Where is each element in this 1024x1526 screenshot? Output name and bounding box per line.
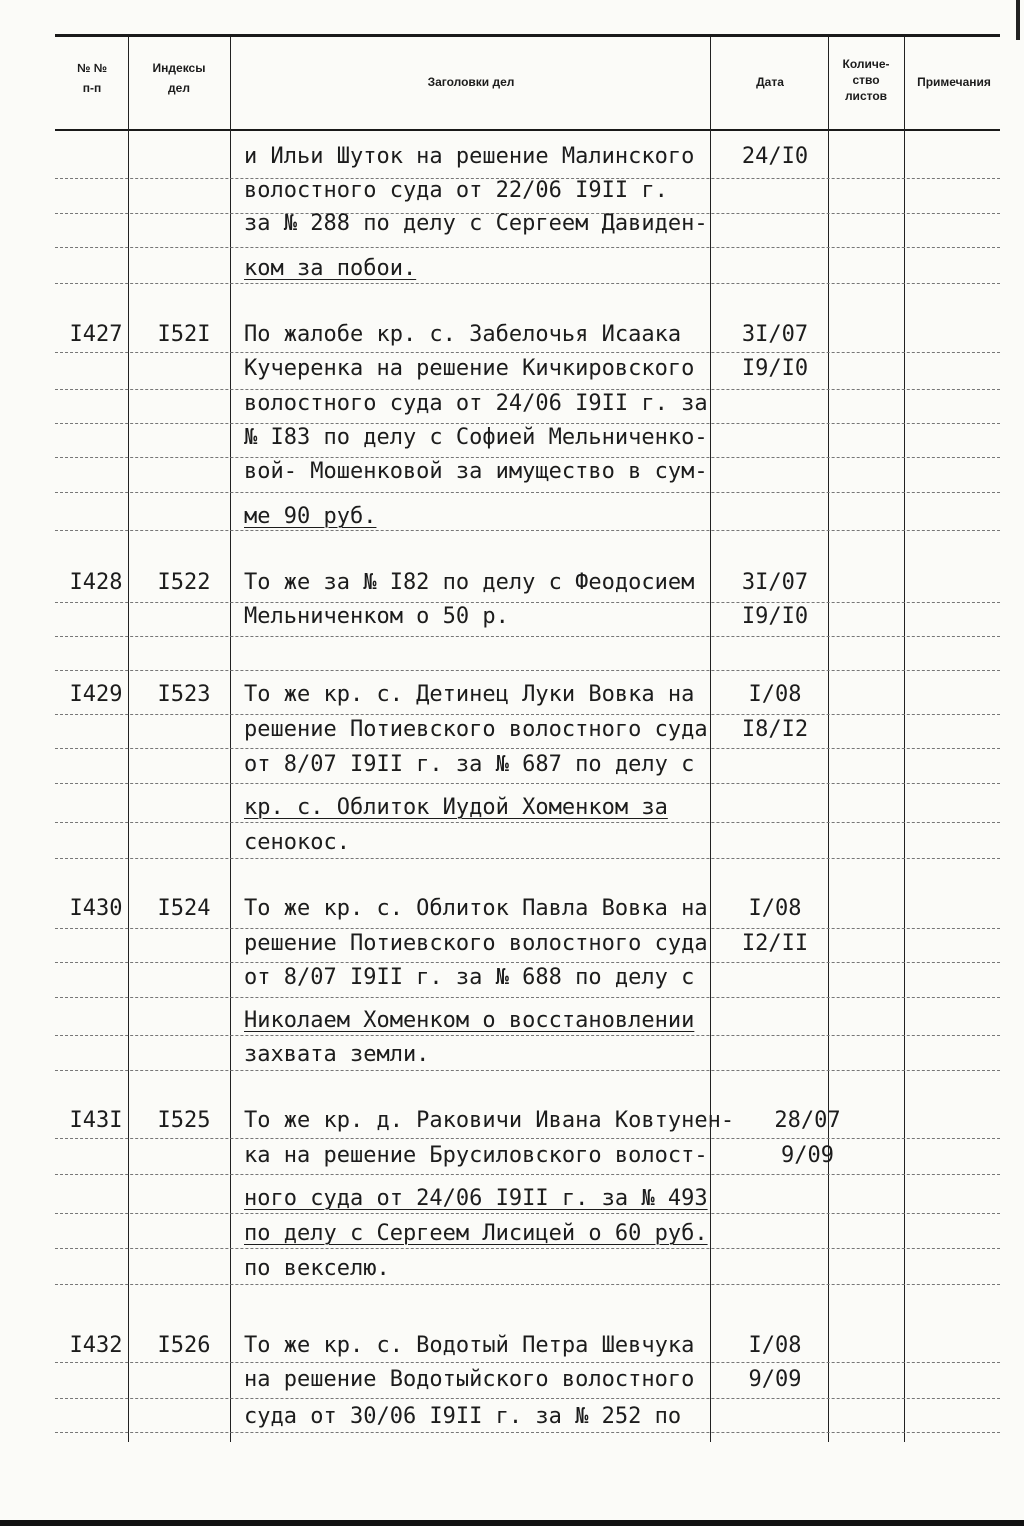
case-title-line: То же кр. д. Раковичи Ивана Ковтунен-	[244, 1108, 735, 1133]
header-col-index	[130, 58, 228, 98]
case-title-line: по векселю.	[244, 1256, 390, 1281]
header-col-index-text: Индексы дел	[152, 61, 206, 95]
ruled-line	[55, 1362, 1000, 1363]
case-title-line: То же кр. с. Водотый Петра Шевчука	[244, 1333, 695, 1358]
ruled-line	[55, 1138, 1000, 1139]
header-col-titles	[232, 72, 710, 92]
case-title-line: ком за побои.	[244, 256, 417, 281]
ruled-line	[55, 748, 1000, 749]
case-title-line: волостного суда от 24/06 I9II г. за	[244, 391, 708, 416]
case-title-line: Кучеренка на решение Кичкировского	[244, 356, 695, 381]
case-index: I522	[157, 570, 211, 595]
header-col-date	[712, 72, 828, 92]
ruled-line	[55, 352, 1000, 353]
case-index: I52I	[157, 322, 211, 347]
case-index: I525	[157, 1108, 211, 1133]
case-title-line: вой- Мошенковой за имущество в сум-	[244, 459, 708, 484]
case-title-line: По жалобе кр. с. Забелочья Исаака	[244, 322, 682, 347]
case-title-line: волостного суда от 22/06 I9II г.	[244, 178, 668, 203]
case-date: I/08	[748, 1333, 802, 1358]
ruled-line	[55, 783, 1000, 784]
case-date: 24/I0	[741, 144, 809, 169]
case-date: 9/09	[748, 1367, 802, 1392]
case-number: I430	[69, 896, 123, 921]
case-date: I/08	[748, 896, 802, 921]
case-title-line: Мельниченком о 50 р.	[244, 604, 509, 629]
ruled-line	[55, 530, 1000, 531]
case-title-line: захвата земли.	[244, 1042, 430, 1067]
header-col-titles-text: Заголовки дел	[427, 75, 515, 89]
case-date: 3I/07	[741, 570, 809, 595]
header-col-number-text: № № п-п	[76, 61, 108, 95]
ruled-line	[55, 1174, 1000, 1175]
header-col-notes	[904, 72, 1004, 92]
case-date: 3I/07	[741, 322, 809, 347]
header-col-sheets	[828, 56, 904, 104]
header-col-notes-text: Примечания	[917, 75, 991, 89]
page-bottom-edge	[0, 1520, 1024, 1526]
header-col-sheets-text: Количе- ство листов	[842, 57, 890, 103]
header-col-date-text: Дата	[756, 75, 784, 89]
case-title-line: от 8/07 I9II г. за № 687 по делу с	[244, 752, 695, 777]
case-date: I8/I2	[741, 717, 809, 742]
case-title-line: То же за № I82 по делу с Феодосием	[244, 570, 695, 595]
case-title-line: и Ильи Шуток на решение Малинского	[244, 144, 695, 169]
case-index: I523	[157, 682, 211, 707]
header-bottom-rule	[55, 129, 1000, 131]
case-date: I9/I0	[741, 356, 809, 381]
case-date: I9/I0	[741, 604, 809, 629]
ruled-line	[55, 670, 1000, 671]
case-number: I432	[69, 1333, 123, 1358]
ruled-line	[55, 492, 1000, 493]
case-title-line: сенокос.	[244, 830, 350, 855]
ruled-line	[55, 1070, 1000, 1071]
case-title-line: ме 90 руб.	[244, 504, 377, 529]
case-title-line: ка на решение Брусиловского волост-	[244, 1143, 708, 1168]
case-title-line: от 8/07 I9II г. за № 688 по делу с	[244, 965, 695, 990]
ruled-line	[55, 1284, 1000, 1285]
ruled-line	[55, 636, 1000, 637]
ruled-line	[55, 1398, 1000, 1399]
page-right-edge	[1016, 0, 1020, 40]
case-title-line: Николаем Хоменком о восстановлении	[244, 1008, 695, 1033]
case-number: I43I	[69, 1108, 123, 1133]
ruled-line	[55, 997, 1000, 998]
case-number: I429	[69, 682, 123, 707]
case-title-line: на решение Водотыйского волостного	[244, 1367, 695, 1392]
case-title-line: № I83 по делу с Софией Мельниченко-	[244, 425, 708, 450]
ruled-line	[55, 283, 1000, 284]
case-index: I524	[157, 896, 211, 921]
case-title-line: за № 288 по делу с Сергеем Давиден-	[244, 211, 708, 236]
case-index: I526	[157, 1333, 211, 1358]
ruled-line	[55, 1432, 1000, 1433]
case-date: I2/II	[741, 931, 809, 956]
case-title-line: То же кр. с. Детинец Луки Вовка на	[244, 682, 695, 707]
header-col-number	[56, 58, 128, 98]
case-title-line: решение Потиевского волостного суда	[244, 717, 708, 742]
header-top-rule	[55, 34, 1000, 37]
case-title-line: суда от 30/06 I9II г. за № 252 по	[244, 1404, 682, 1429]
ruled-line	[55, 602, 1000, 603]
case-title-line: ного суда от 24/06 I9II г. за № 493	[244, 1186, 708, 1211]
case-title-line: То же кр. с. Облиток Павла Вовка на	[244, 896, 708, 921]
case-date: 28/07	[774, 1108, 841, 1133]
case-title-line: кр. с. Облиток Иудой Хоменком за	[244, 795, 668, 820]
case-title-line: решение Потиевского волостного суда	[244, 931, 708, 956]
ruled-line	[55, 247, 1000, 248]
case-date: I/08	[748, 682, 802, 707]
ruled-line	[55, 858, 1000, 859]
case-date: 9/09	[781, 1143, 834, 1168]
case-title-line: по делу с Сергеем Лисицей о 60 руб.	[244, 1221, 708, 1246]
case-number: I428	[69, 570, 123, 595]
case-number: I427	[69, 322, 123, 347]
